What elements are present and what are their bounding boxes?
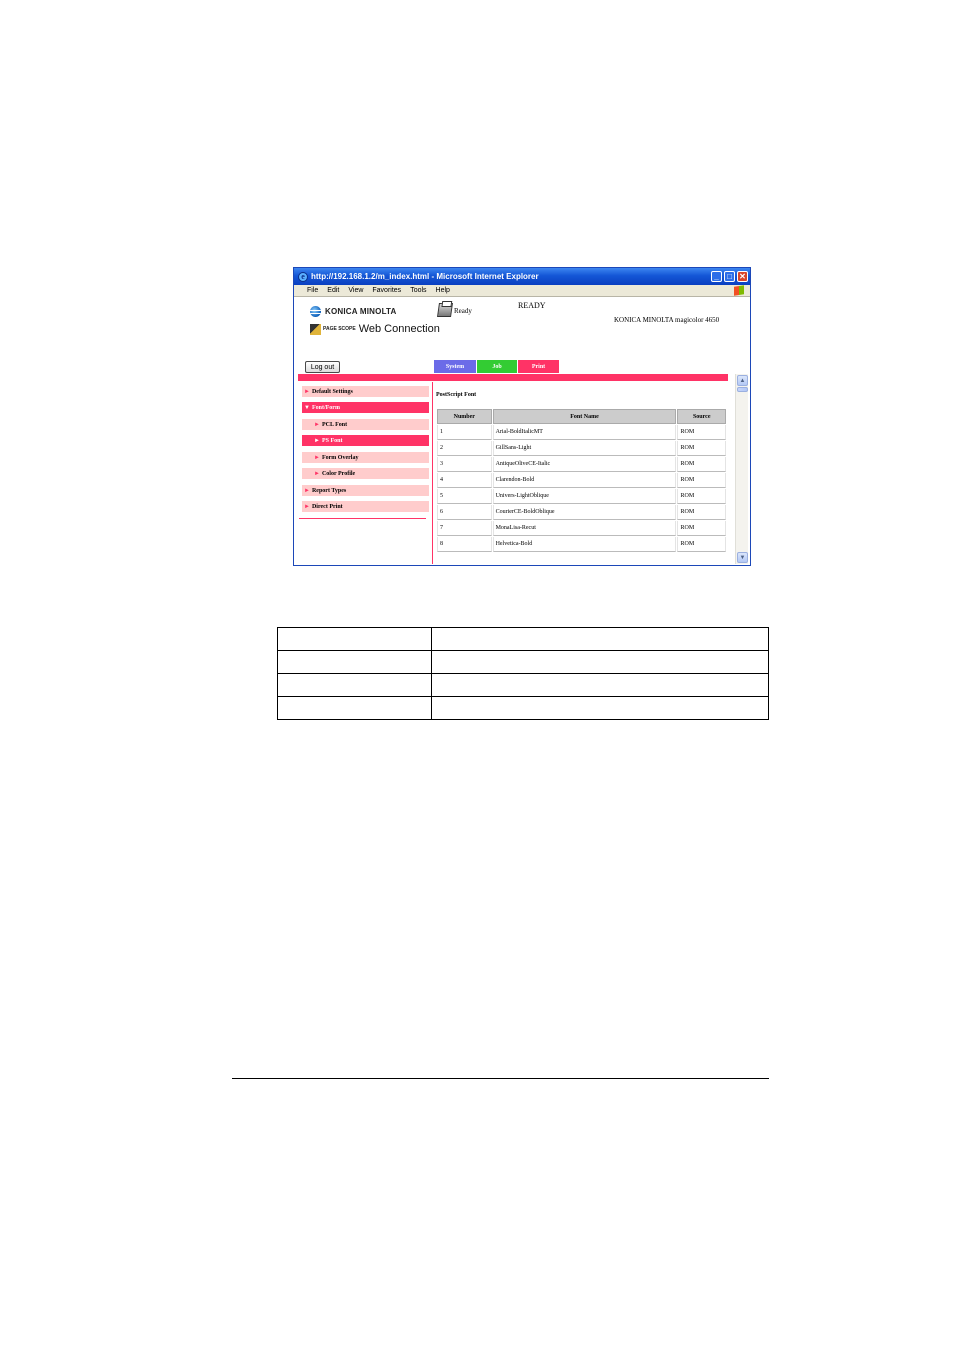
- web-page: [296, 298, 748, 564]
- table-row: [437, 441, 726, 456]
- footer-rule: [232, 1078, 769, 1079]
- cell-font-name: AntiqueOliveCE-Italic: [493, 457, 677, 472]
- logout-button[interactable]: Log out: [305, 361, 340, 373]
- header-divider: [298, 374, 728, 381]
- scroll-thumb[interactable]: [737, 387, 748, 392]
- status-text: READY: [518, 301, 546, 310]
- arrow-right-icon: ►: [314, 437, 320, 444]
- sidebar-item-direct-print[interactable]: [302, 501, 429, 512]
- sidebar-item-default-settings[interactable]: [302, 386, 429, 397]
- sidebar-item-label: Form Overlay: [321, 454, 359, 461]
- sidebar-item-report-types[interactable]: [302, 485, 429, 496]
- cell-number: 5: [437, 489, 492, 504]
- sidebar-item-label: Font/Form: [311, 404, 340, 411]
- minimize-button[interactable]: _: [711, 271, 722, 282]
- cell-font-name: CourierCE-BoldOblique: [493, 505, 677, 520]
- cell-number: 1: [437, 425, 492, 440]
- cell-number: 6: [437, 505, 492, 520]
- content-divider: [432, 382, 433, 564]
- window-title: http://192.168.1.2/m_index.html - Microsoft Internet Explorer: [311, 272, 539, 281]
- sidebar-item-label: Direct Print: [311, 503, 343, 510]
- cell-source: ROM: [677, 441, 726, 456]
- arrow-right-icon: ►: [314, 421, 320, 428]
- table-header-row: [437, 409, 726, 424]
- table-row: [437, 489, 726, 504]
- table-row: [437, 425, 726, 440]
- scroll-down-icon[interactable]: ▼: [737, 552, 748, 563]
- printer-status-icon: [437, 303, 453, 317]
- cell-font-name: Univers-LightOblique: [493, 489, 677, 504]
- menu-view[interactable]: View: [348, 287, 364, 294]
- column-header-font-name: Font Name: [493, 409, 677, 424]
- arrow-down-icon: ▼: [304, 404, 310, 411]
- cell-font-name: MonaLisa-Recut: [493, 521, 677, 536]
- sidebar-divider: [299, 518, 426, 519]
- title-bar[interactable]: [294, 268, 750, 285]
- sidebar-item-label: PCL Font: [321, 421, 348, 428]
- vertical-scrollbar[interactable]: [735, 374, 748, 564]
- column-header-source: Source: [677, 409, 726, 424]
- sidebar-item-form-overlay[interactable]: [302, 452, 429, 463]
- sidebar-item-pcl-font[interactable]: [302, 419, 429, 430]
- table-cell: [432, 697, 769, 720]
- menu-favorites[interactable]: Favorites: [372, 287, 402, 294]
- table-row: [437, 505, 726, 520]
- table-row: [278, 651, 769, 674]
- scroll-up-icon[interactable]: ▲: [737, 375, 748, 386]
- table-cell: [432, 628, 769, 651]
- page-title: PostScript Font: [436, 392, 477, 398]
- font-table: [436, 408, 727, 553]
- cell-source: ROM: [677, 473, 726, 488]
- konica-minolta-logo: [310, 306, 397, 317]
- menu-help[interactable]: Help: [435, 287, 450, 294]
- arrow-right-icon: ►: [304, 503, 310, 510]
- cell-font-name: GillSans-Light: [493, 441, 677, 456]
- ie-logo-icon: e: [298, 272, 308, 282]
- table-row: [278, 697, 769, 720]
- table-cell: [432, 674, 769, 697]
- menu-file[interactable]: File: [307, 287, 319, 294]
- cell-font-name: Arial-BoldItalicMT: [493, 425, 677, 440]
- arrow-right-icon: ►: [314, 454, 320, 461]
- column-header-number: Number: [437, 409, 492, 424]
- windows-flag-icon: [734, 285, 744, 295]
- arrow-right-icon: ►: [314, 470, 320, 477]
- cell-number: 3: [437, 457, 492, 472]
- table-row: [437, 473, 726, 488]
- table-row: [437, 537, 726, 552]
- cell-number: 7: [437, 521, 492, 536]
- cell-number: 8: [437, 537, 492, 552]
- brand-name: KONICA MINOLTA: [325, 307, 397, 316]
- table-row: [278, 674, 769, 697]
- menu-tools[interactable]: Tools: [410, 287, 427, 294]
- cell-source: ROM: [677, 489, 726, 504]
- maximize-button[interactable]: □: [724, 271, 735, 282]
- globe-icon: [310, 306, 321, 317]
- menu-bar: [294, 285, 750, 297]
- tab-job[interactable]: Job: [477, 360, 517, 373]
- close-button[interactable]: ✕: [737, 271, 748, 282]
- cell-font-name: Helvetica-Bold: [493, 537, 677, 552]
- table-row: [437, 521, 726, 536]
- table-row: [437, 457, 726, 472]
- status-small: Ready: [454, 307, 472, 315]
- sidebar-item-font-form[interactable]: [302, 402, 429, 413]
- sidebar-item-ps-font[interactable]: [302, 435, 429, 446]
- table-cell: [278, 628, 432, 651]
- printer-model: KONICA MINOLTA magicolor 4650: [614, 316, 720, 324]
- cell-source: ROM: [677, 505, 726, 520]
- document-table: [277, 627, 769, 720]
- pagescope-label: PAGE SCOPE: [323, 325, 356, 332]
- table-cell: [278, 697, 432, 720]
- sidebar-item-color-profile[interactable]: [302, 468, 429, 479]
- sidebar-item-label: Default Settings: [311, 388, 353, 395]
- cell-source: ROM: [677, 425, 726, 440]
- table-cell: [278, 674, 432, 697]
- product-name: Web Connection: [358, 323, 440, 335]
- arrow-right-icon: ►: [304, 487, 310, 494]
- pagescope-icon: [310, 324, 321, 335]
- pagescope-logo: [310, 323, 440, 335]
- sidebar-item-label: Color Profile: [321, 470, 356, 477]
- sidebar-item-label: PS Font: [321, 437, 343, 444]
- tab-system[interactable]: System: [434, 360, 476, 373]
- cell-font-name: Clarendon-Bold: [493, 473, 677, 488]
- arrow-right-icon: ►: [304, 388, 310, 395]
- table-cell: [278, 651, 432, 674]
- sidebar-item-label: Report Types: [311, 487, 347, 494]
- table-cell: [432, 651, 769, 674]
- menu-edit[interactable]: Edit: [327, 287, 340, 294]
- table-row: [278, 628, 769, 651]
- cell-source: ROM: [677, 537, 726, 552]
- cell-number: 4: [437, 473, 492, 488]
- cell-source: ROM: [677, 521, 726, 536]
- cell-source: ROM: [677, 457, 726, 472]
- browser-window: [293, 267, 751, 566]
- tab-print[interactable]: Print: [518, 360, 559, 373]
- cell-number: 2: [437, 441, 492, 456]
